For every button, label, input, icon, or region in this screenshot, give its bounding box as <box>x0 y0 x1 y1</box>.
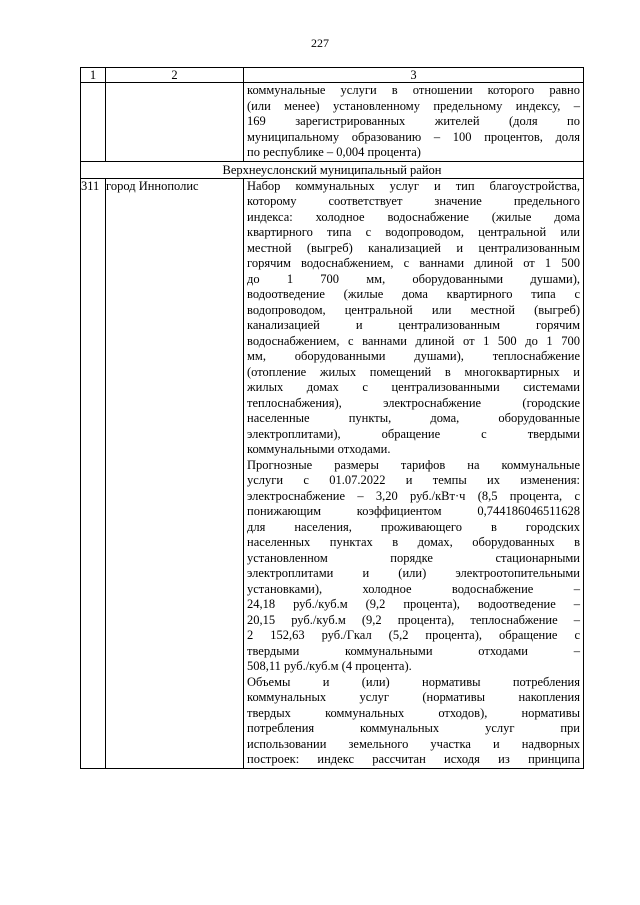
text-line: установками), холодное водоснабжение – <box>247 581 580 596</box>
text-line: теплоснабжения), электроснабжение (городские <box>247 395 580 410</box>
text-line: местной (выгреб) канализацией и централизованным <box>247 240 580 255</box>
text-line: установленном порядке стационарными <box>247 550 580 565</box>
text-line: построек: индекс рассчитан исходя из принципа <box>247 752 580 766</box>
text-line: 20,15 руб./куб.м (9,2 процента), теплоснабжение – <box>247 612 580 627</box>
description-cell <box>244 178 584 768</box>
text-line: Объемы и (или) нормативы потребления <box>247 674 580 689</box>
text-line: водопроводом, центральной или местной (выгреб) <box>247 302 580 317</box>
text-line: 508,11 руб./куб.м (4 процента). <box>247 659 412 673</box>
tariff-table <box>80 67 584 769</box>
text-line: электроплитами и (или) электроотопительными <box>247 566 580 580</box>
text-line: коммунальные услуги в отношении которого равно <box>247 83 580 97</box>
text-line: которому соответствует значение предельного <box>247 194 580 208</box>
text-line: жилых домах с централизованными системами <box>247 380 580 394</box>
text-line: индекса: холодное водоснабжение (жилые дома <box>247 209 580 224</box>
continuation-text <box>244 83 584 162</box>
text-line: горячим водоснабжением, с ваннами длиной от 1 500 <box>247 256 580 270</box>
text-line: (отопление жилых помещений в многоквартирных и <box>247 364 580 379</box>
text-line: по республике – 0,004 процента) <box>247 145 421 159</box>
text-line: электроснабжение – 3,20 руб./кВт·ч (8,5 процента, с <box>247 488 580 503</box>
text-line: водоотведение (жилые дома квартирного типа с <box>247 287 580 301</box>
district-row <box>81 161 584 178</box>
text-line: твердыми коммунальными отходами – <box>247 643 580 658</box>
text-line: населенные пункты, дома, оборудованные <box>247 411 580 425</box>
text-line: электроплитами), обращение с твердыми <box>247 426 580 441</box>
empty-cell <box>106 83 244 162</box>
text-line: населенных пунктах в домах, оборудованных в <box>247 535 580 549</box>
text-line: потребления коммунальных услуг при <box>247 721 580 735</box>
text-line: мм, оборудованными душами), теплоснабжение <box>247 349 580 363</box>
text-line: Прогнозные размеры тарифов на коммунальные <box>247 457 580 472</box>
text-line: (или менее) установленному предельному индексу, – <box>247 98 580 113</box>
row-number: 311 <box>81 178 106 768</box>
text-line: использовании земельного участка и надворных <box>247 736 580 751</box>
text-line: 2 152,63 руб./Гкал (5,2 процента), обращение с <box>247 628 580 642</box>
text-line: 169 зарегистрированных жителей (доля по <box>247 114 580 128</box>
table-row <box>81 178 584 768</box>
text-line: услуги с 01.07.2022 и темпы их изменения: <box>247 473 580 487</box>
empty-cell <box>81 83 106 162</box>
text-line: квартирного типа с водопроводом, центральной или <box>247 225 580 239</box>
text-line: понижающим коэффициентом 0,744186046511628 <box>247 504 580 518</box>
text-line: для населения, проживающего в городских <box>247 519 580 534</box>
continuation-row <box>81 83 584 162</box>
table-header-row <box>81 68 584 83</box>
text-line: коммунальных услуг (нормативы накопления <box>247 690 580 704</box>
text-line: водоснабжением, с ваннами длиной от 1 500 до 1 700 <box>247 333 580 348</box>
header-cell-3: 3 <box>244 68 584 83</box>
district-name: Верхнеуслонский муниципальный район <box>81 161 584 178</box>
text-line: твердых коммунальных отходов), нормативы <box>247 705 580 720</box>
text-line: 24,18 руб./куб.м (9,2 процента), водоотведение – <box>247 597 580 611</box>
text-line: Набор коммунальных услуг и тип благоустройства, <box>247 178 580 193</box>
header-cell-1: 1 <box>81 68 106 83</box>
page-number: 227 <box>311 36 329 50</box>
header-cell-2: 2 <box>106 68 244 83</box>
text-line: коммунальными отходами. <box>247 442 391 456</box>
text-line: до 1 700 мм, оборудованными душами), <box>247 271 580 286</box>
text-line: муниципальному образованию – 100 процентов, доля <box>247 129 580 144</box>
city-name: город Иннополис <box>106 178 244 768</box>
text-line: канализацией и централизованным горячим <box>247 318 580 332</box>
